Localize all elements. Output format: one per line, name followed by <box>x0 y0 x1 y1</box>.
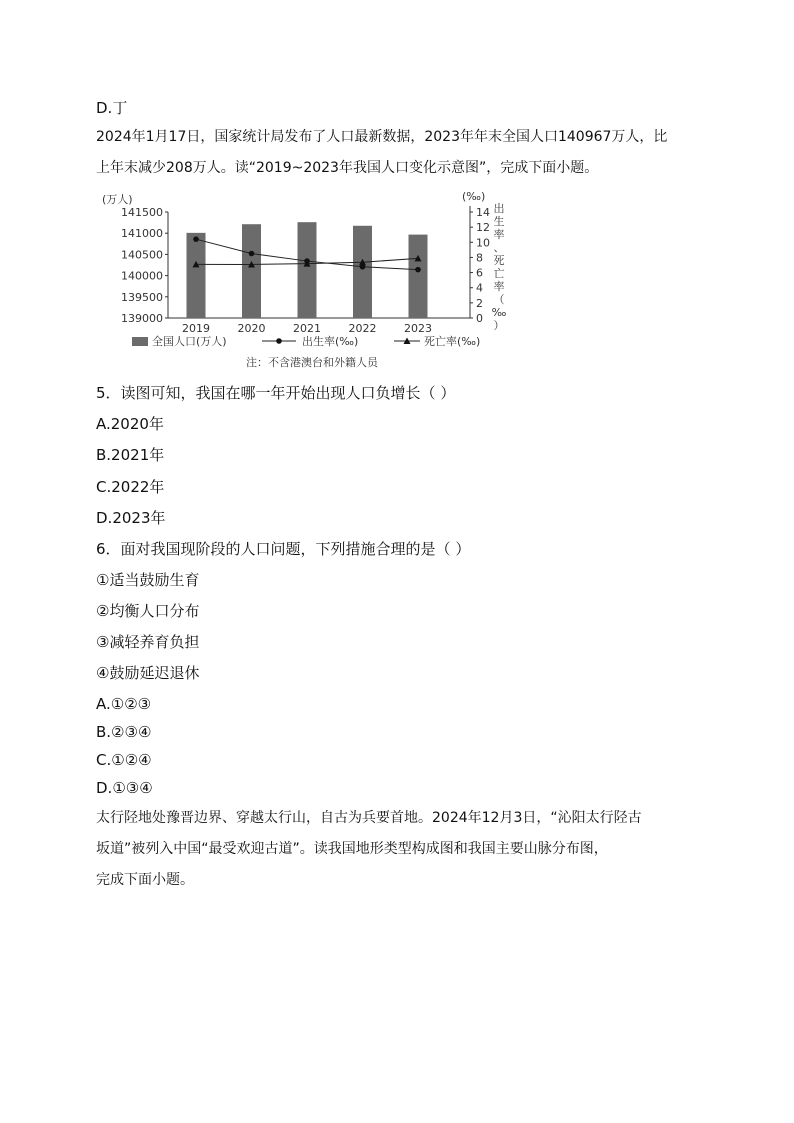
right-axis-title-char: 率 <box>493 228 505 241</box>
birth-rate-point <box>415 267 421 273</box>
right-axis-title-char: 、 <box>493 241 505 254</box>
x-tick-label: 2021 <box>293 322 321 335</box>
question-6-option-d: D.①③④ <box>96 779 153 797</box>
right-axis-title-char: （ <box>493 293 505 306</box>
right-tick-label: 2 <box>476 296 483 310</box>
question-6-item-1: ①适当鼓励生育 <box>96 571 200 589</box>
population-bar <box>409 235 428 318</box>
question-5-option-a: A.2020年 <box>96 415 164 433</box>
question-6-item-4: ④鼓励延迟退休 <box>96 664 200 682</box>
right-tick-label: 12 <box>476 221 490 235</box>
question-6-option-a: A.①②③ <box>96 695 152 713</box>
x-tick-label: 2020 <box>237 322 266 335</box>
right-tick-label: 0 <box>476 312 483 325</box>
question-6-item-3: ③减轻养育负担 <box>96 633 200 651</box>
right-axis-title-char: ） <box>493 319 505 332</box>
question-6-option-b: B.②③④ <box>96 723 152 741</box>
right-tick-label: 4 <box>476 281 483 295</box>
legend-death-label: 死亡率(‰) <box>424 335 481 348</box>
left-tick-label: 139000 <box>121 312 163 325</box>
population-bar <box>298 222 317 318</box>
question-5-option-d: D.2023年 <box>96 509 166 527</box>
right-axis-unit: (‰) <box>462 190 486 203</box>
right-tick-label: 6 <box>476 266 483 280</box>
right-axis-title-char: ‰ <box>491 306 507 319</box>
left-tick-label: 140000 <box>121 269 163 283</box>
right-axis-title-char: 亡 <box>493 267 505 280</box>
legend-population-label: 全国人口(万人) <box>152 335 227 348</box>
question-6-item-2: ②均衡人口分布 <box>96 602 200 620</box>
prev-option-d: D.丁 <box>96 99 128 117</box>
right-axis-title-char: 率 <box>493 280 505 293</box>
intro-paragraph-2 <box>96 803 706 896</box>
birth-rate-point <box>193 236 199 242</box>
intro-2-line-2: 坂道”被列入中国“最受欢迎古道”。读我国地形类型构成图和我国主要山脉分布图， <box>96 841 608 857</box>
population-bar <box>242 224 261 318</box>
birth-rate-point <box>249 251 255 257</box>
x-tick-label: 2023 <box>404 322 432 335</box>
left-tick-label: 141500 <box>121 206 163 219</box>
left-axis-unit: (万人) <box>102 193 133 206</box>
right-tick-label: 8 <box>476 251 483 265</box>
right-axis-title-char: 出 <box>493 202 505 215</box>
x-tick-label: 2022 <box>348 322 377 335</box>
right-tick-label: 14 <box>476 206 490 219</box>
intro-2-line-1: 太行陉地处豫晋边界、穿越太行山，自古为兵要首地。2024年12月3日，“沁阳太行陉古 <box>96 810 642 826</box>
right-axis-title-char: 死 <box>493 254 505 267</box>
left-tick-label: 140500 <box>121 248 163 262</box>
legend-bar-swatch <box>132 337 148 346</box>
population-bar <box>353 226 372 318</box>
population-chart <box>96 188 516 373</box>
question-5-option-c: C.2022年 <box>96 478 165 496</box>
question-5-stem: 5．读图可知，我国在哪一年开始出现人口负增长（ ） <box>96 384 456 402</box>
chart-note: 注：不含港澳台和外籍人员 <box>246 356 378 369</box>
left-tick-label: 139500 <box>121 290 163 304</box>
left-tick-label: 141000 <box>121 227 163 241</box>
question-6-option-c: C.①②④ <box>96 751 152 769</box>
legend-birth-marker <box>276 338 282 344</box>
question-5-option-b: B.2021年 <box>96 446 165 464</box>
x-tick-label: 2019 <box>182 322 210 335</box>
intro-1-line-2: 上年末减少208万人。读“2019~2023年我国人口变化示意图”，完成下面小题。 <box>96 160 599 176</box>
intro-2-line-3: 完成下面小题。 <box>96 872 194 888</box>
population-bar <box>187 233 206 318</box>
question-6-stem: 6．面对我国现阶段的人口问题，下列措施合理的是（ ） <box>96 540 471 558</box>
legend-birth-label: 出生率(‰) <box>302 335 359 348</box>
right-tick-label: 10 <box>476 236 490 250</box>
population-chart-svg <box>96 188 516 373</box>
right-axis-title-char: 生 <box>493 215 505 228</box>
intro-1-line-1: 2024年1月17日，国家统计局发布了人口最新数据，2023年年末全国人口140967万人，比 <box>96 129 668 145</box>
intro-paragraph-1 <box>96 122 706 184</box>
